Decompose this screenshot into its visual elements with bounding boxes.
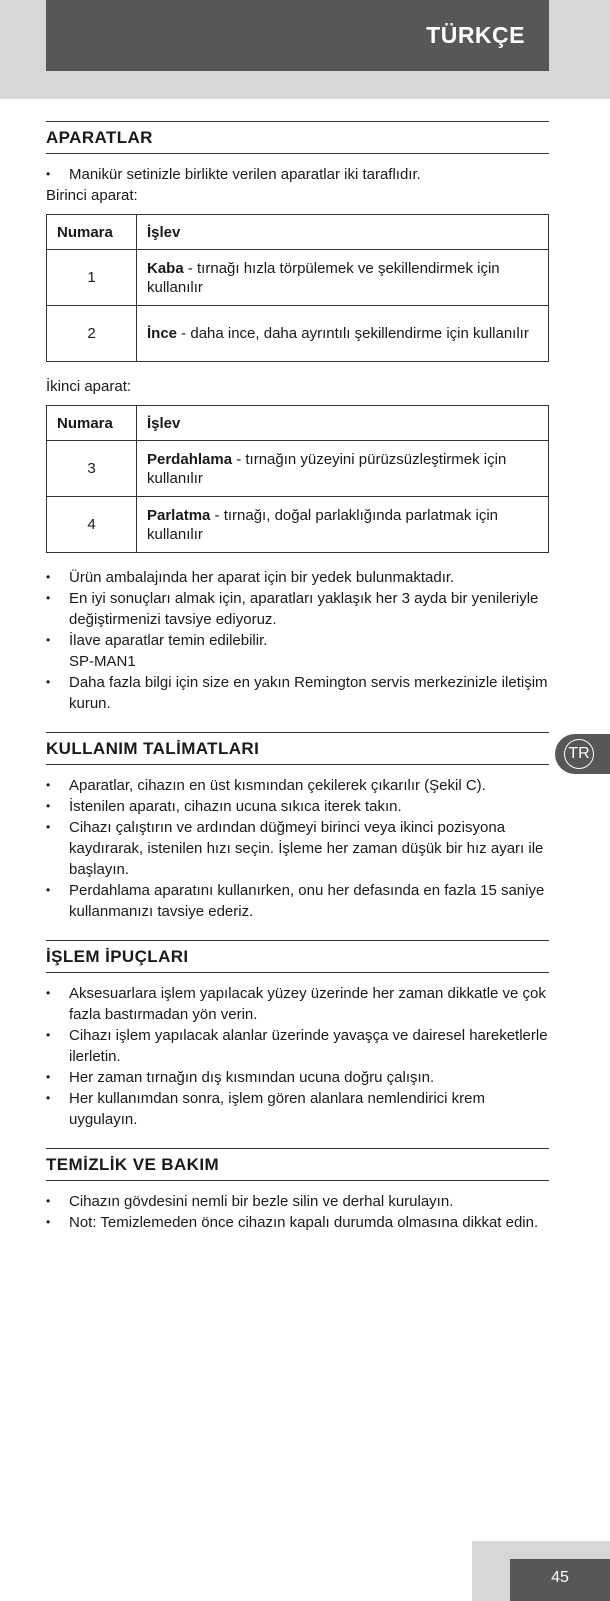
list-item: • Perdahlama aparatını kullanırken, onu her defasında en fazla 15 saniye kullanmanızı tavsiye ederiz. bbox=[46, 880, 549, 922]
row-function bbox=[137, 497, 549, 553]
column-header-number: Numara bbox=[47, 215, 137, 250]
row-function bbox=[137, 441, 549, 497]
attachment-table-2 bbox=[46, 405, 549, 553]
footer-box bbox=[510, 1559, 610, 1601]
page-number: 45 bbox=[551, 1569, 569, 1586]
bullet-list bbox=[46, 775, 549, 922]
model-code: SP-MAN1 bbox=[69, 653, 136, 670]
column-header-function: İşlev bbox=[137, 406, 549, 441]
table-header-row bbox=[47, 215, 549, 250]
language-side-tab bbox=[555, 734, 610, 774]
bullet-list bbox=[46, 983, 549, 1130]
table-row bbox=[47, 250, 549, 306]
bullet-list bbox=[46, 567, 549, 714]
language-title: TÜRKÇE bbox=[426, 22, 525, 48]
row-desc: - tırnağı hızla törpülemek ve şekillendirmek için kullanılır bbox=[147, 259, 500, 296]
section-kullanim bbox=[46, 732, 549, 922]
list-item: • Manikür setinizle birlikte verilen aparatlar iki taraflıdır. bbox=[46, 164, 549, 185]
row-number: 1 bbox=[47, 250, 137, 306]
list-item: • Cihazın gövdesini nemli bir bezle silin ve derhal kurulayın. bbox=[46, 1191, 549, 1212]
section-bakim bbox=[46, 1148, 549, 1233]
list-item: • Cihazı işlem yapılacak alanlar üzerinde yavaşça ve dairesel hareketlerle ilerletin. bbox=[46, 1025, 549, 1067]
row-number: 4 bbox=[47, 497, 137, 553]
section-heading: KULLANIM TALİMATLARI bbox=[46, 732, 549, 765]
bullet-list bbox=[46, 1191, 549, 1233]
row-desc: - tırnağı, doğal parlaklığında parlatmak için kullanılır bbox=[147, 506, 499, 543]
row-desc: - tırnağın yüzeyini pürüzsüzleştirmek için kullanılır bbox=[147, 450, 507, 487]
list-item: • Aparatlar, cihazın en üst kısmından çekilerek çıkarılır (Şekil C). bbox=[46, 775, 549, 796]
bullet-list bbox=[46, 164, 549, 185]
attachment-table-1 bbox=[46, 214, 549, 362]
row-function bbox=[137, 250, 549, 306]
table-row bbox=[47, 306, 549, 362]
row-term: Kaba bbox=[147, 259, 184, 277]
row-number: 3 bbox=[47, 441, 137, 497]
language-badge-circle: TR bbox=[564, 739, 594, 769]
list-item: • Ürün ambalajında her aparat için bir yedek bulunmaktadır. bbox=[46, 567, 549, 588]
table-row bbox=[47, 497, 549, 553]
list-item: • Daha fazla bilgi için size en yakın Remington servis merkezinizle iletişim kurun. bbox=[46, 672, 549, 714]
row-term: Perdahlama bbox=[147, 450, 233, 468]
row-term: Parlatma bbox=[147, 506, 211, 524]
header-box bbox=[46, 0, 549, 71]
row-term: İnce bbox=[147, 325, 178, 342]
column-header-number: Numara bbox=[47, 406, 137, 441]
table-row bbox=[47, 441, 549, 497]
row-number: 2 bbox=[47, 306, 137, 362]
second-attachment-label: İkinci aparat: bbox=[46, 378, 132, 395]
first-attachment-label: Birinci aparat: bbox=[46, 187, 138, 204]
list-item: • Her zaman tırnağın dış kısmından ucuna doğru çalışın. bbox=[46, 1067, 549, 1088]
list-item: • Cihazı çalıştırın ve ardından düğmeyi birinci veya ikinci pozisyona kaydırarak, istenilen hızı seçin. İşleme her zaman düşük bir hız ayarı ile başlayın. bbox=[46, 817, 549, 880]
table-header-row bbox=[47, 406, 549, 441]
list-item: • Not: Temizlemeden önce cihazın kapalı durumda olmasına dikkat edin. bbox=[46, 1212, 549, 1233]
column-header-function: İşlev bbox=[137, 215, 549, 250]
section-heading: APARATLAR bbox=[46, 121, 549, 154]
list-item: • İstenilen aparatı, cihazın ucuna sıkıca iterek takın. bbox=[46, 796, 549, 817]
list-item bbox=[46, 630, 549, 672]
row-desc: - daha ince, daha ayrıntılı şekillendirme için kullanılır bbox=[177, 325, 529, 342]
section-heading: İŞLEM İPUÇLARI bbox=[46, 940, 549, 973]
section-ipuclari bbox=[46, 940, 549, 1130]
list-item-text: İlave aparatlar temin edilebilir. bbox=[69, 632, 268, 649]
list-item: • En iyi sonuçları almak için, aparatları yaklaşık her 3 ayda bir yenileriyle değiştirmenizi tavsiye ediyoruz. bbox=[46, 588, 549, 630]
row-function bbox=[137, 306, 549, 362]
page-content bbox=[46, 121, 549, 1251]
list-item: • Her kullanımdan sonra, işlem gören alanlara nemlendirici krem uygulayın. bbox=[46, 1088, 549, 1130]
section-heading: TEMİZLİK VE BAKIM bbox=[46, 1148, 549, 1181]
list-item: • Aksesuarlara işlem yapılacak yüzey üzerinde her zaman dikkatle ve çok fazla bastırmadan yön verin. bbox=[46, 983, 549, 1025]
section-aparatlar bbox=[46, 121, 549, 714]
